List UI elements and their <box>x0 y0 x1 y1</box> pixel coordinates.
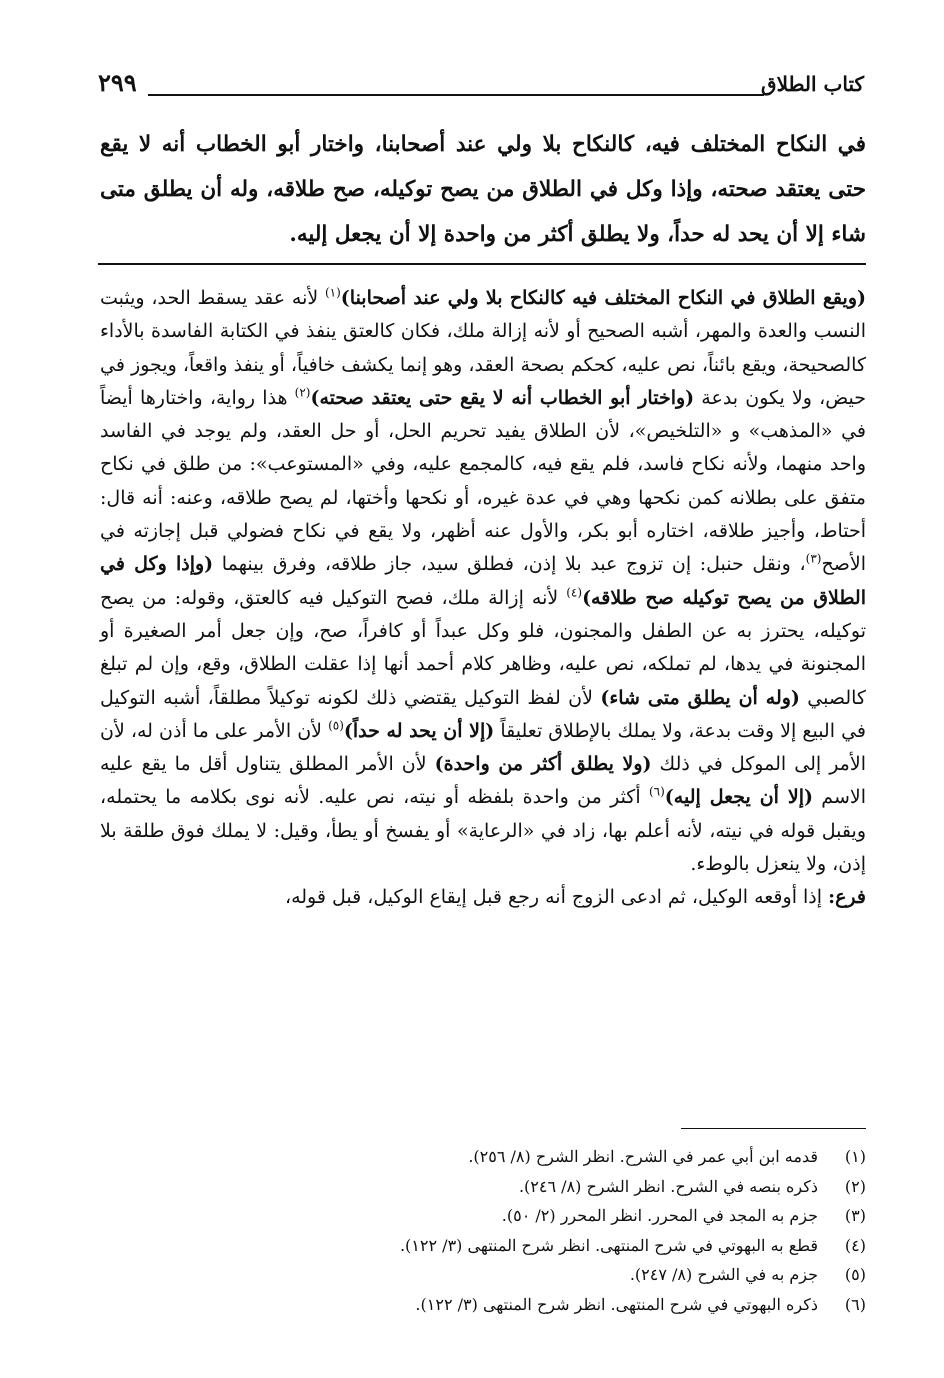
quoted-matn: (وله أن يطلق متى شاء) <box>600 686 800 709</box>
footnote-text: ذكره البهوتي في شرح المنتهى. انظر شرح المنتهى (٣/ ١٢٢). <box>415 1294 818 1314</box>
footnote-number: (٢) <box>844 1176 866 1196</box>
footnote-separator <box>681 1128 866 1129</box>
text-separator <box>98 263 866 265</box>
chapter-title: كتاب الطلاق <box>761 72 864 96</box>
commentary-text: لأن الأمر على ما أذن له، لأن الأمر إلى الموكل في ذلك <box>100 719 866 776</box>
footnote-ref: (٣) <box>805 552 822 567</box>
quoted-matn: (ولا يطلق أكثر من واحدة) <box>434 753 652 776</box>
footnote-number: (٦) <box>844 1294 866 1314</box>
footnote-number: (٤) <box>844 1235 866 1255</box>
header-rule <box>148 94 764 96</box>
quoted-matn: (إلا أن يحد له حداً) <box>343 719 495 742</box>
main-text <box>100 122 866 257</box>
footnote-number: (١) <box>844 1147 866 1166</box>
commentary-text: أكثر من واحدة بلفظه أو نيته، نص عليه. لأنه نوى بكلامه ما يحتمله، ويقبل قوله في نيته، لأنه أعلم بها، زاد في «الرعاية» أو يفسخ أو يطأ، وقيل: لا يملك فوق طلقة بلا إذن، ولا ينعزل بالوطء. <box>100 786 866 876</box>
quoted-matn: (ويقع الطلاق في النكاح المختلف فيه كالنكاح بلا ولي عند أصحابنا) <box>340 287 866 309</box>
commentary <box>100 282 866 915</box>
footnotes <box>100 1142 866 1319</box>
commentary-text: لأن لفظ التوكيل يقتضي ذلك لكونه توكيلاً مطلقاً، أشبه التوكيل في البيع إلا وقت بدعة، ولا يملك بالإطلاق تعليقاً <box>100 686 866 742</box>
commentary-text: لأن الأمر المطلق يتناول أقل ما يقع عليه الاسم <box>100 753 866 809</box>
footnote-text: ذكره بنصه في الشرح. انظر الشرح (٨/ ٢٤٦). <box>518 1176 818 1196</box>
footnote-number: (٥) <box>844 1265 866 1284</box>
footnote <box>100 1201 866 1231</box>
commentary-text: لأنه إزالة ملك، فصح التوكيل فيه كالعتق، وقوله: من يصح توكيله، يحترز به عن الطفل والمجنون، فلو وكل عبداً أو كافراً، صح، وإن جعل أمر الصغيرة أو المجنونة في يدها، لم تملكه، نص عليه، وظاهر كلام أحمد أنها إذا عقلت الطلاق، وقع، وإن لم تبلغ كالصبي <box>100 586 866 709</box>
footnote-ref: (١) <box>324 285 341 300</box>
commentary-text: لأنه عقد يسقط الحد، ويثبت النسب والعدة والمهر، أشبه الصحيح أو لأنه إزالة ملك، فكان كالعتق ينفذ في الكتابة الفاسدة بالأداء كالصحيحة، ويقع بائناً، نص عليه، كحكم بصحة العقد، وهو إنما يكشف خافياً، أو ينفذ واقعاً، ويجوز في حيض، ولا يكون بدعة <box>100 287 866 409</box>
footnote <box>100 1290 866 1320</box>
footnote-ref: (٢) <box>294 385 311 400</box>
footnote-text: قطع به البهوتي في شرح المنتهى. انظر شرح المنتهى (٣/ ١٢٢). <box>399 1235 818 1255</box>
page-header <box>98 68 864 108</box>
footnote <box>100 1142 866 1172</box>
footnote-ref: (٥) <box>328 718 344 733</box>
commentary-paragraph <box>100 282 866 881</box>
quoted-matn: (واختار أبو الخطاب أنه لا يقع حتى يعتقد صحته) <box>310 386 695 409</box>
main-text-paragraph: في النكاح المختلف فيه، كالنكاح بلا ولي عند أصحابنا، واختار أبو الخطاب أنه لا يقع حتى يعتقد صحته، وإذا وكل في الطلاق من يصح توكيله، صح طلاقه، وله أن يطلق متى شاء إلا أن يحد له حداً، ولا يطلق أكثر من واحدة إلا أن يجعل إليه. <box>100 132 866 247</box>
commentary-text: هذا رواية، واختارها أيضاً في «المذهب» و «التلخيص»، لأن الطلاق يفيد تحريم الحل، أو حل العقد، ولم يوجد في الفاسد واحد منهما، ولأنه نكاح فاسد، فلم يقع فيه، كالمجمع عليه، وفي «المستوعب»: من طلق في نكاح متفق على بطلانه كمن نكحها وهي في عدة غيره، أو نكحها وأختها، لم يصح طلاقه، وعنه: أنه قال: أحتاط، وأجيز طلاقه، اختاره أبو بكر، والأول عنه أظهر، ولا يقع في نكاح فضولي قبل إجازته في الأصح <box>100 386 866 576</box>
page-number: ٢٩٩ <box>98 68 137 97</box>
quoted-matn: (إلا أن يجعل إليه) <box>664 786 813 809</box>
footnote-text: جزم به في الشرح (٨/ ٢٤٧). <box>629 1265 818 1284</box>
quoted-matn: (وإذا وكل في الطلاق من يصح توكيله صح طلاقه) <box>100 553 866 609</box>
footnote <box>100 1172 866 1202</box>
footnote <box>100 1231 866 1261</box>
commentary-paragraph-far <box>100 881 866 914</box>
footnote-text: قدمه ابن أبي عمر في الشرح. انظر الشرح (٨/ ٢٥٦). <box>468 1147 818 1166</box>
far-label: فرع: <box>828 886 866 909</box>
footnote <box>100 1260 866 1290</box>
footnote-text: جزم به المجد في المحرر. انظر المحرر (٢/ ٥٠). <box>501 1206 818 1225</box>
footnote-ref: (٤) <box>566 585 583 600</box>
footnote-number: (٣) <box>844 1206 866 1225</box>
commentary-text: ، ونقل حنبل: إن تزوج عبد بلا إذن، فطلق سيد، جاز طلاقه، وفرق بينهما <box>213 553 806 576</box>
footnote-ref: (٦) <box>648 785 665 800</box>
far-text: إذا أوقعه الوكيل، ثم ادعى الزوج أنه رجع قبل إيقاع الوكيل، قبل قوله، <box>284 886 829 909</box>
